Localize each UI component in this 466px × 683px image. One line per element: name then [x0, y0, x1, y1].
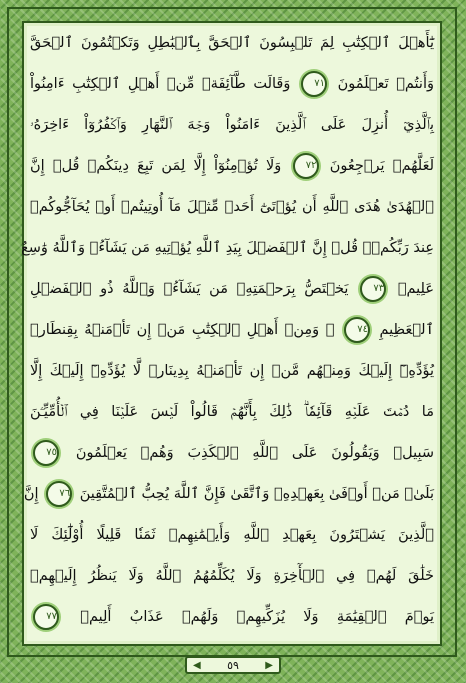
text-line — [23, 479, 434, 509]
line-text: بِٱلَّذِيٓ أُنزِلَ عَلَى ٱلَّذِينَ ءَامَنُواْ وَجۡهَ ٱلنَّهَارِ وَٱكۡفُرُوٓاْ ءَاخِرَهُۥ — [30, 117, 434, 133]
line-text: وَأَنتُمۡ تَعۡلَمُونَ — [337, 76, 434, 92]
line-text: سَبِيلٞ وَيَقُولُونَ عَلَى ٱللَّهِ ٱلۡكَذِبَ وَهُمۡ يَعۡلَمُونَ — [75, 445, 434, 461]
text-line — [30, 274, 434, 304]
text-line — [30, 397, 434, 427]
quran-text-area — [21, 28, 435, 640]
line-text: ٱلۡعَظِيمِ — [379, 322, 435, 338]
text-line — [30, 602, 434, 632]
text-line — [30, 356, 434, 386]
line-text: وَقَالَت طَّآئِفَةٞ مِّنۡ أَهۡلِ ٱلۡكِتَٰبِ ءَامِنُواْ — [30, 76, 291, 92]
text-line — [30, 520, 434, 550]
line-text: عِندَ رَبِّكُمۡۗ قُلۡ إِنَّ ٱلۡفَضۡلَ بِيَدِ ٱللَّهِ يُؤۡتِيهِ مَن يَشَآءُۗ وَٱللَّهُ وَٰسِعٌ — [21, 240, 434, 256]
text-line — [30, 561, 434, 591]
line-text: يَوۡمَ ٱلۡقِيَٰمَةِ وَلَا يُزَكِّيهِمۡ وَلَهُمۡ عَذَابٌ أَلِيمٞ — [80, 609, 434, 625]
text-line — [30, 28, 434, 58]
next-page-arrow-icon[interactable]: ▶ — [265, 659, 273, 671]
text-line — [30, 151, 434, 181]
line-text: إِنَّ — [23, 486, 39, 502]
text-line — [21, 233, 434, 263]
line-text: عَلِيمٞ — [397, 281, 435, 297]
line-text: خَلَٰقَ لَهُمۡ فِي ٱلۡأٓخِرَةِ وَلَا يُكَلِّمُهُمُ ٱللَّهُ وَلَا يَنظُرُ إِلَيۡهِمۡ — [30, 568, 434, 584]
line-text: ٱلۡهُدَىٰ هُدَى ٱللَّهِ أَن يُؤۡتَىٰٓ أَحَدٞ مِّثۡلَ مَآ أُوتِيتُمۡ أَوۡ يُحَآجُّوكُمۡ — [30, 199, 434, 215]
ayah-number-marker: ٧٢ — [293, 153, 319, 179]
line-text: يَخۡتَصُّ بِرَحۡمَتِهِۦ مَن يَشَآءُۗ وَٱللَّهُ ذُو ٱلۡفَضۡلِ — [30, 281, 349, 297]
ayah-number-marker: ٧٧ — [33, 604, 59, 630]
line-text: ٱلَّذِينَ يَشۡتَرُونَ بِعَهۡدِ ٱللَّهِ وَأَيۡمَٰنِهِمۡ ثَمَنٗا قَلِيلًا أُوْلَٰٓئِكَ لَا — [30, 527, 434, 543]
line-text: وَلَا تُؤۡمِنُوٓاْ إِلَّا لِمَن تَبِعَ دِينَكُمۡ قُلۡ إِنَّ — [30, 158, 282, 174]
ayah-number-marker: ٧٤ — [344, 317, 370, 343]
text-line — [30, 110, 434, 140]
line-text: مَا دُمۡتَ عَلَيۡهِ قَآئِمٗاۗ ذَٰلِكَ بِأَنَّهُمۡ قَالُواْ لَيۡسَ عَلَيۡنَا فِي ٱلۡأُمِّيِّـۧنَ — [30, 404, 434, 420]
ayah-number-marker: ٧٣ — [360, 276, 386, 302]
line-text: يُؤَدِّهِۦٓ إِلَيۡكَ وَمِنۡهُم مَّنۡ إِن تَأۡمَنۡهُ بِدِينَارٖ لَّا يُؤَدِّهِۦٓ إِلَيۡكَ إِلَّا — [30, 363, 434, 379]
line-text: لَعَلَّهُمۡ يَرۡجِعُونَ — [329, 158, 434, 174]
ayah-number-marker: ٧١ — [301, 71, 327, 97]
text-line — [30, 69, 434, 99]
previous-page-arrow-icon[interactable]: ◀ — [193, 659, 201, 671]
page-number-bar — [185, 656, 281, 674]
line-text: بَلَىٰۚ مَنۡ أَوۡفَىٰ بِعَهۡدِهِۦ وَٱتَّقَىٰ فَإِنَّ ٱللَّهَ يُحِبُّ ٱلۡمُتَّقِينَ — [79, 486, 434, 502]
text-line — [30, 192, 434, 222]
line-text: يَٰٓأَهۡلَ ٱلۡكِتَٰبِ لِمَ تَلۡبِسُونَ ٱلۡحَقَّ بِٱلۡبَٰطِلِ وَتَكۡتُمُونَ ٱلۡحَقَّ — [30, 35, 434, 51]
ayah-number-marker: ٧٦ — [46, 481, 72, 507]
page-number: ٥٩ — [227, 658, 239, 672]
text-line — [30, 438, 434, 468]
line-text: ۞ وَمِنۡ أَهۡلِ ٱلۡكِتَٰبِ مَنۡ إِن تَأۡمَنۡهُ بِقِنطَارٖ — [30, 322, 335, 338]
text-line — [30, 315, 434, 345]
ayah-number-marker: ٧٥ — [33, 440, 59, 466]
